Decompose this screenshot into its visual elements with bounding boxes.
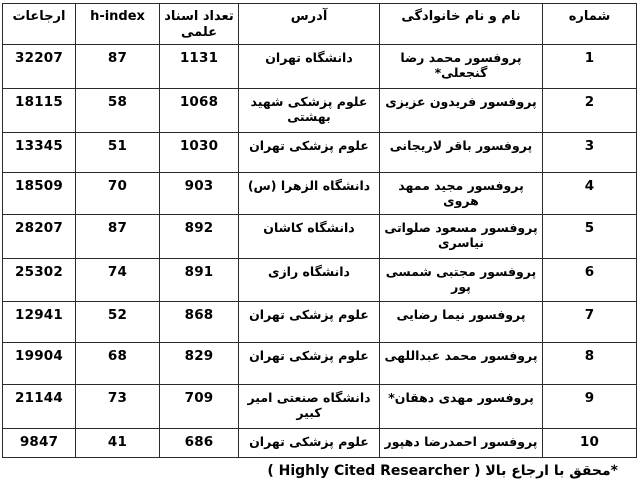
cell-citations: 9847	[3, 428, 76, 457]
table-header	[3, 4, 637, 45]
header-docs: تعداد اسناد علمی	[160, 4, 239, 45]
cell-name: پروفسور مجتبی شمسی پور	[380, 258, 543, 301]
cell-h-index: 87	[76, 214, 160, 258]
cell-citations: 19904	[3, 342, 76, 384]
cell-docs: 892	[160, 214, 239, 258]
cell-address: دانشگاه الزهرا (س)	[239, 172, 380, 214]
cell-name: پروفسور محمد عبداللهی	[380, 342, 543, 384]
cell-name: پروفسور فریدون عزیزی	[380, 88, 543, 132]
cell-docs: 829	[160, 342, 239, 384]
cell-docs: 868	[160, 301, 239, 342]
footnote-text: *محقق با ارجاع بالا ( Highly Cited Researcher )	[267, 462, 618, 479]
cell-address: دانشگاه تهران	[239, 44, 380, 88]
researchers-table	[2, 3, 637, 458]
cell-h-index: 70	[76, 172, 160, 214]
cell-address: علوم پزشکی شهید بهشتی	[239, 88, 380, 132]
cell-docs: 891	[160, 258, 239, 301]
cell-citations: 18115	[3, 88, 76, 132]
table-body	[3, 44, 637, 457]
cell-name: پروفسور نیما رضایی	[380, 301, 543, 342]
cell-address: دانشگاه صنعتی امیر کبیر	[239, 384, 380, 428]
cell-name: پروفسور احمدرضا دهپور	[380, 428, 543, 457]
cell-address: علوم پزشکی تهران	[239, 301, 380, 342]
cell-citations: 21144	[3, 384, 76, 428]
cell-address: علوم پزشکی تهران	[239, 132, 380, 172]
cell-docs: 686	[160, 428, 239, 457]
table-row	[3, 44, 637, 88]
header-address: آدرس	[239, 4, 380, 45]
footnote	[0, 463, 640, 479]
header-h-index: h-index	[76, 4, 160, 45]
cell-docs: 1068	[160, 88, 239, 132]
cell-h-index: 51	[76, 132, 160, 172]
cell-citations: 32207	[3, 44, 76, 88]
cell-docs: 903	[160, 172, 239, 214]
cell-h-index: 52	[76, 301, 160, 342]
table-row	[3, 132, 637, 172]
header-rank: شماره	[543, 4, 637, 45]
cell-rank: 5	[543, 214, 637, 258]
cell-citations: 18509	[3, 172, 76, 214]
cell-name: پروفسور مهدی دهقان*	[380, 384, 543, 428]
table-row	[3, 214, 637, 258]
cell-citations: 25302	[3, 258, 76, 301]
header-row	[3, 4, 637, 45]
header-name: نام و نام خانوادگی	[380, 4, 543, 45]
cell-name: پروفسور باقر لاریجانی	[380, 132, 543, 172]
cell-h-index: 74	[76, 258, 160, 301]
cell-address: دانشگاه رازی	[239, 258, 380, 301]
table-row	[3, 301, 637, 342]
cell-h-index: 68	[76, 342, 160, 384]
cell-h-index: 87	[76, 44, 160, 88]
cell-h-index: 58	[76, 88, 160, 132]
cell-rank: 4	[543, 172, 637, 214]
cell-rank: 1	[543, 44, 637, 88]
table-row	[3, 342, 637, 384]
page	[0, 3, 640, 486]
cell-citations: 28207	[3, 214, 76, 258]
header-citations: ارجاعات	[3, 4, 76, 45]
cell-citations: 12941	[3, 301, 76, 342]
cell-docs: 1131	[160, 44, 239, 88]
cell-name: پروفسور مسعود صلواتی نیاسری	[380, 214, 543, 258]
cell-rank: 8	[543, 342, 637, 384]
cell-rank: 10	[543, 428, 637, 457]
table-row	[3, 258, 637, 301]
table-row	[3, 428, 637, 457]
cell-address: دانشگاه کاشان	[239, 214, 380, 258]
cell-address: علوم پزشکی تهران	[239, 342, 380, 384]
cell-rank: 7	[543, 301, 637, 342]
cell-h-index: 73	[76, 384, 160, 428]
cell-name: پروفسور مجید ممهد هروی	[380, 172, 543, 214]
cell-address: علوم پزشکی تهران	[239, 428, 380, 457]
table-row	[3, 88, 637, 132]
table-row	[3, 384, 637, 428]
table-row	[3, 172, 637, 214]
cell-rank: 3	[543, 132, 637, 172]
cell-citations: 13345	[3, 132, 76, 172]
cell-name: پروفسور محمد رضا گنجعلی*	[380, 44, 543, 88]
cell-rank: 2	[543, 88, 637, 132]
cell-docs: 1030	[160, 132, 239, 172]
cell-docs: 709	[160, 384, 239, 428]
cell-h-index: 41	[76, 428, 160, 457]
cell-rank: 9	[543, 384, 637, 428]
cell-rank: 6	[543, 258, 637, 301]
